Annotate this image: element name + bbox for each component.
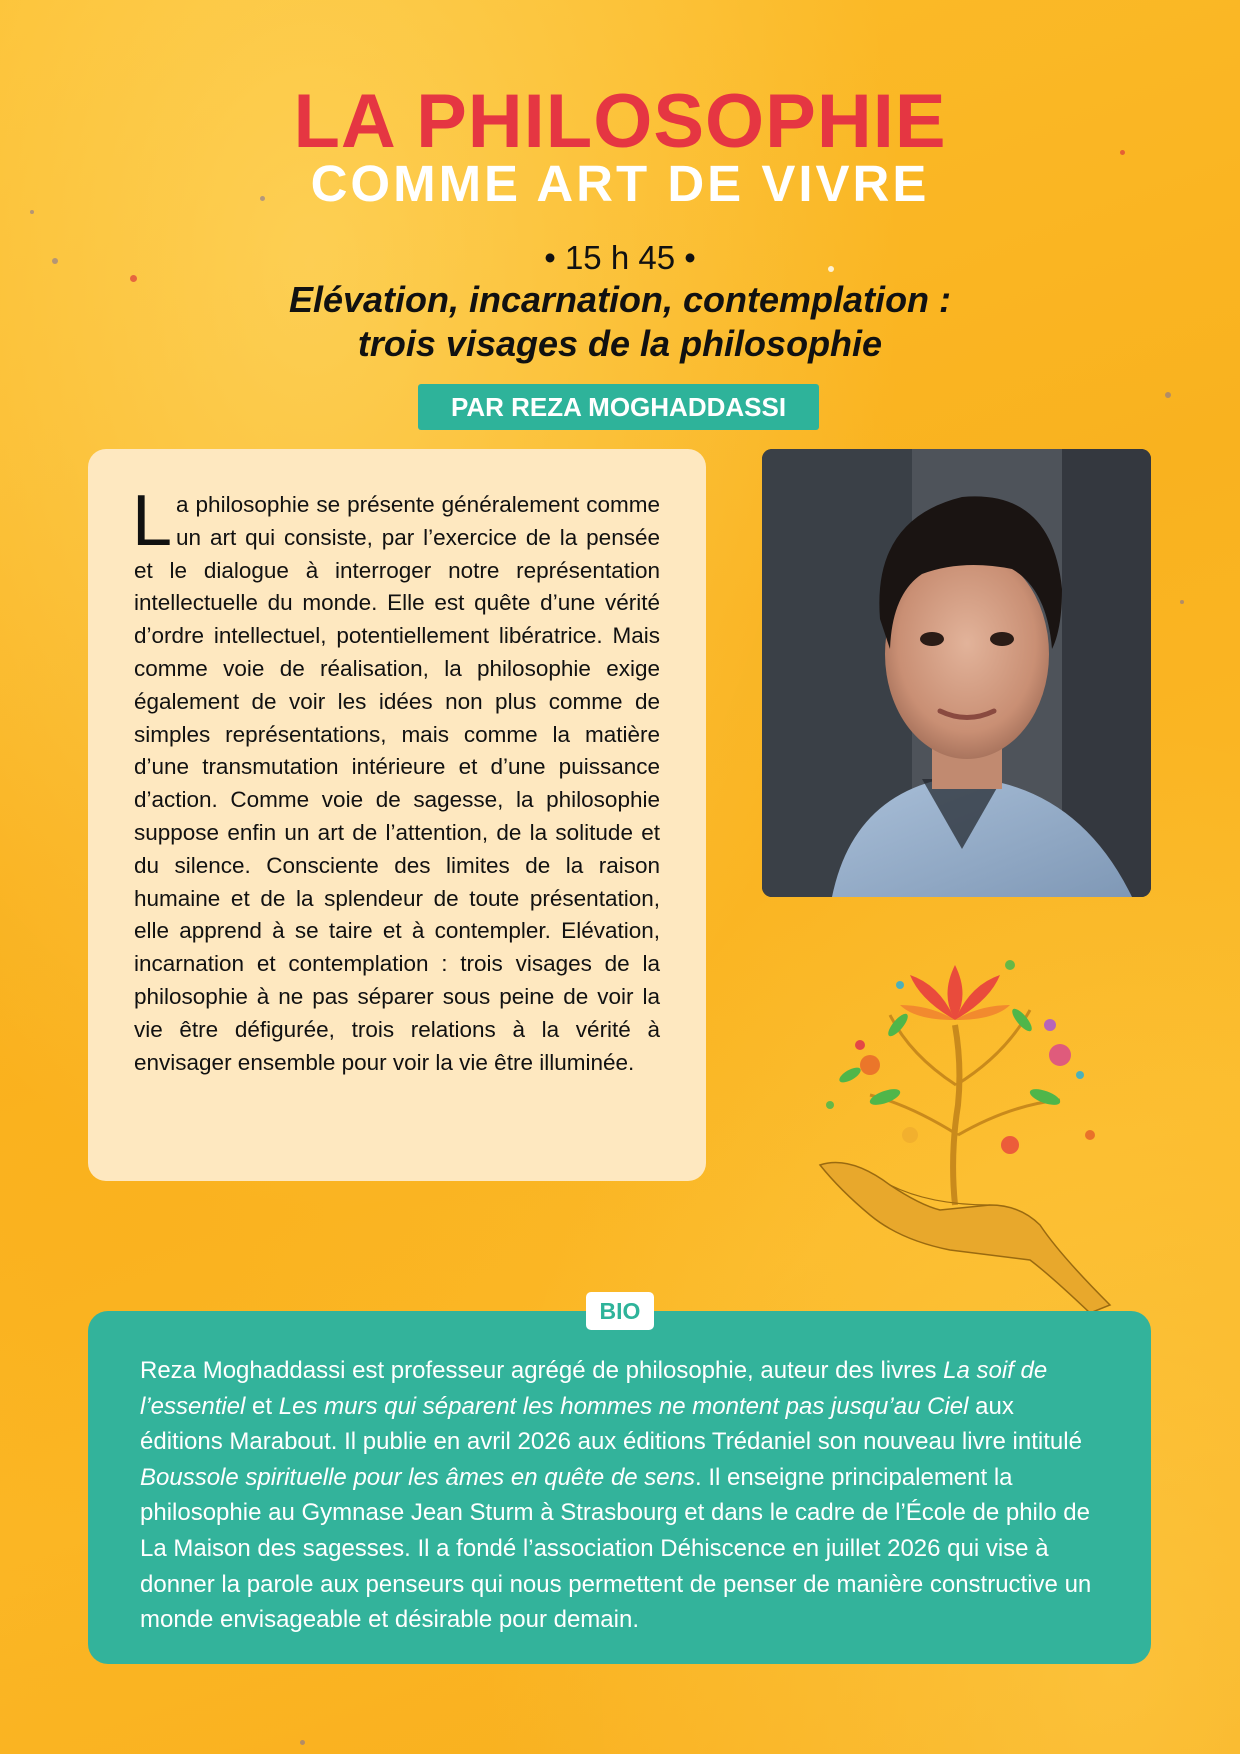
bio-text	[140, 1353, 1100, 1638]
bio-badge: BIO	[586, 1292, 654, 1330]
book-title: Les murs qui séparent les hommes ne montent pas jusqu’au Ciel	[278, 1392, 969, 1420]
decor-speck	[1165, 392, 1171, 398]
hand-lotus-illustration	[790, 905, 1120, 1315]
talk-title-line1: Elévation, incarnation, contemplation :	[288, 279, 952, 320]
portrait-photo	[762, 449, 1151, 897]
lotus-tree-icon	[790, 905, 1120, 1315]
intro-text	[132, 481, 660, 1079]
intro-body: a philosophie se présente généralement comme un art qui consiste, par l’exercice de la pensée et le dialogue à interroger notre représentation intellectuelle du monde. Elle est quête d’une vérité d’ordre intellectuel, potentiellement libératrice. Mais comme voie de réalisation, la philosophie exige également de voir les idées non plus comme de simples représentations, mais comme la matière d’une transmutation intérieure et d’une puissance d’action. Comme voie de sagesse, la philosophie suppose enfin un art de l’attention, de la solitude et du silence. Consciente des limites de la raison humaine et de la splendeur de toute présentation, elle apprend à se taire et à contempler. Elévation, incarnation et contemplation : trois visages de la philosophie à ne pas séparer sous peine de voir la vie être défigurée, trois relations à la vérité à envisager ensemble pour voir la vie être illuminée.	[134, 492, 660, 1075]
intro-dropcap: L	[132, 481, 173, 561]
bio-text-part: et	[245, 1392, 279, 1420]
intro-card	[88, 449, 706, 1181]
book-title: Boussole spirituelle pour les âmes en quête de sens	[140, 1463, 695, 1491]
bio-text-part: aux éditions Marabout. Il publie en avril 2026 aux éditions Trédaniel son nouveau livre intitulé	[140, 1392, 1082, 1456]
author-badge: PAR REZA MOGHADDASSI	[418, 384, 819, 430]
bio-text-part: Reza Moghaddassi est professeur agrégé de philosophie, auteur des livres	[140, 1357, 944, 1384]
decor-speck	[300, 1740, 305, 1745]
bio-card	[88, 1311, 1151, 1664]
talk-title	[0, 278, 1240, 366]
page-title: LA PHILOSOPHIE	[293, 79, 947, 164]
bio-text-part: . Il enseigne principalement la philosophie au Gymnase Jean Sturm à Strasbourg et dans le cadre de l’École de philo de La Maison des sagesses. Il a fondé l’association Déhiscence en juillet 2026 qui vise à donner la parole aux penseurs qui nous permettent de penser de manière constructive un monde envisageable et désirable pour demain.	[140, 1463, 1092, 1634]
book-title: La soif de l’essentiel	[140, 1357, 1048, 1420]
talk-title-line2: trois visages de la philosophie	[357, 323, 883, 364]
portrait-illustration	[762, 449, 1151, 897]
session-time: • 15 h 45 •	[544, 239, 696, 276]
page-title-secondary: COMME ART DE VIVRE	[310, 155, 930, 212]
decor-speck	[1180, 600, 1184, 604]
